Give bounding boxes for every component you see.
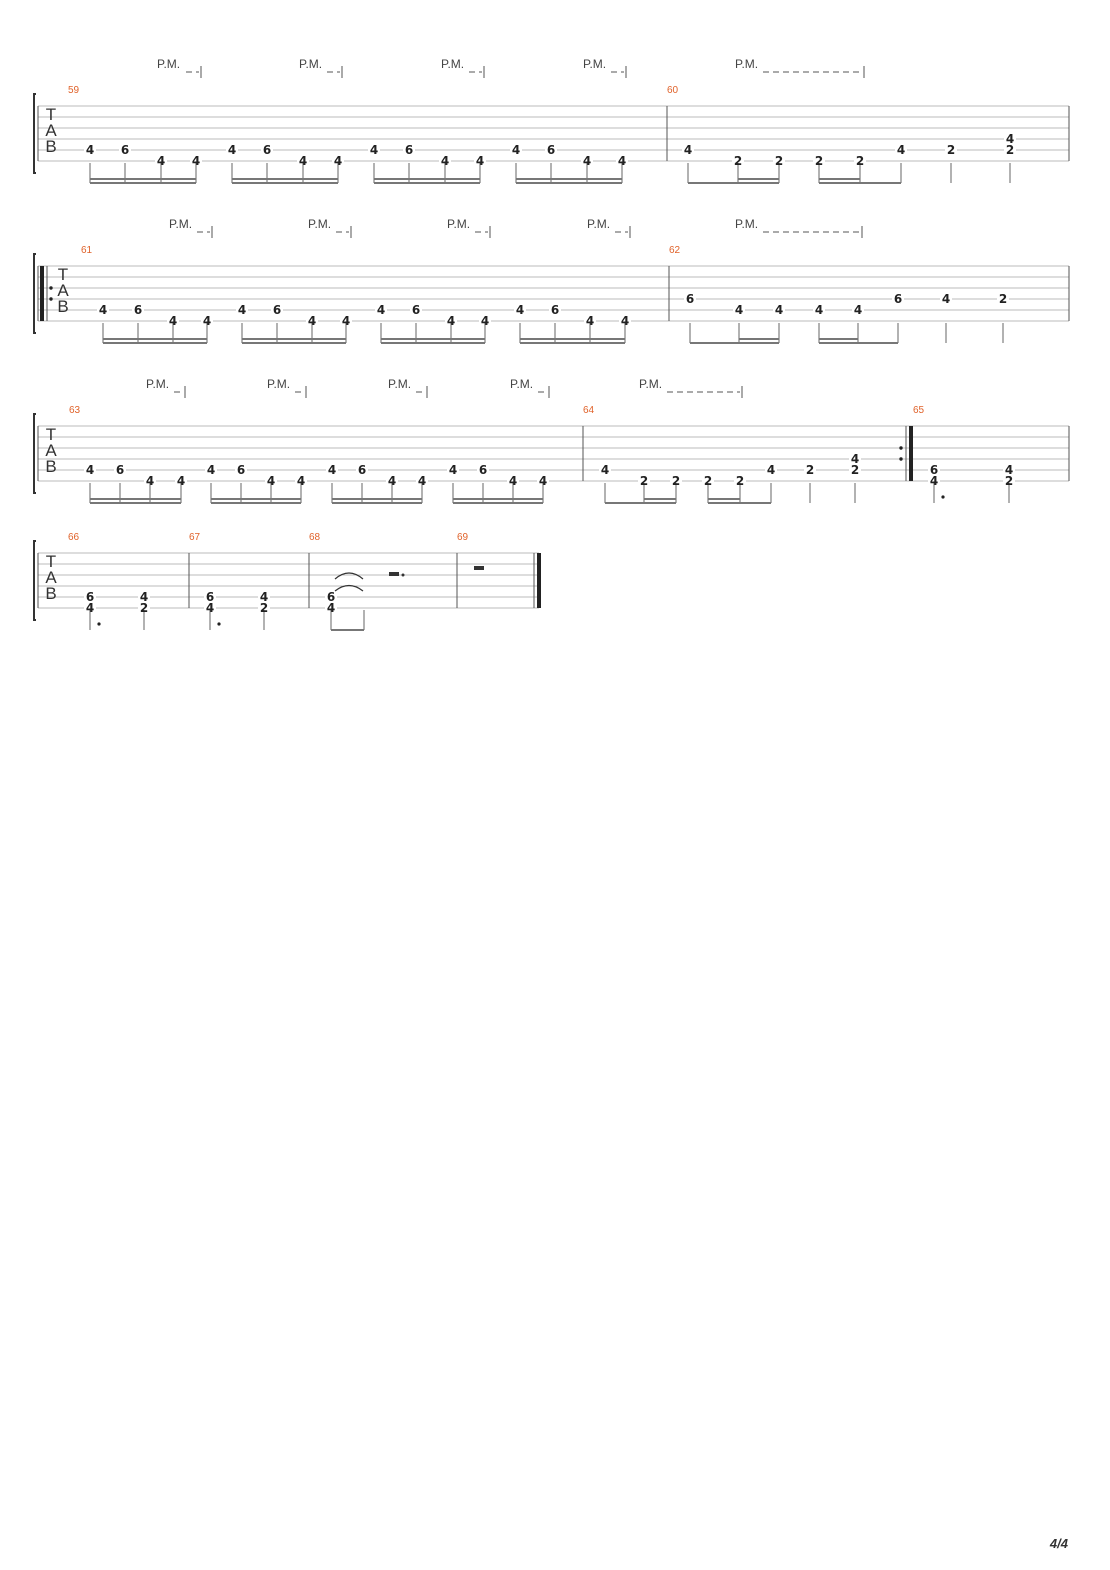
fret-number: 4	[176, 474, 186, 488]
fret-number: 4	[511, 143, 521, 157]
fret-number: 4	[202, 314, 212, 328]
palm-mute-label: P.M.	[510, 377, 534, 391]
beam	[242, 338, 346, 340]
fret-number: 4	[1004, 463, 1014, 477]
beam	[819, 182, 901, 184]
fret-number: 2	[139, 601, 149, 615]
beam	[103, 338, 207, 340]
half-rest	[389, 572, 399, 576]
beam	[738, 178, 779, 180]
fret-number: 4	[237, 303, 247, 317]
beam	[819, 342, 898, 344]
tab-clef-letter: B	[45, 137, 57, 156]
fret-number: 4	[266, 474, 276, 488]
fret-number: 4	[387, 474, 397, 488]
fret-number: 4	[683, 143, 693, 157]
palm-mute-label: P.M.	[308, 217, 332, 231]
tab-clef-letter: B	[57, 297, 69, 316]
fret-number: 4	[326, 601, 336, 615]
fret-number: 2	[774, 154, 784, 168]
fret-number: 6	[115, 463, 125, 477]
fret-number: 4	[191, 154, 201, 168]
palm-mute-label: P.M.	[441, 57, 465, 71]
fret-number: 4	[145, 474, 155, 488]
whole-rest	[474, 566, 484, 570]
rest-dot	[402, 574, 405, 577]
palm-mute-label: P.M.	[157, 57, 181, 71]
fret-number: 4	[734, 303, 744, 317]
beam	[242, 342, 346, 344]
fret-number: 4	[85, 143, 95, 157]
final-barline-thick	[537, 553, 541, 608]
staff-system	[34, 386, 1069, 504]
fret-number: 2	[814, 154, 824, 168]
beam	[332, 502, 422, 504]
measure-number: 69	[457, 532, 469, 543]
fret-number: 4	[206, 463, 216, 477]
staff-system	[34, 541, 541, 631]
beam	[374, 182, 480, 184]
fret-number: 2	[1004, 474, 1014, 488]
fret-number: 4	[448, 463, 458, 477]
measure-number: 68	[309, 532, 321, 543]
beam	[90, 182, 196, 184]
fret-number: 4	[440, 154, 450, 168]
fret-number: 4	[139, 590, 149, 604]
staff-system	[34, 66, 1069, 184]
fret-number: 4	[617, 154, 627, 168]
repeat-end-thick	[909, 426, 913, 481]
beam	[232, 182, 338, 184]
fret-number: 4	[582, 154, 592, 168]
fret-number: 6	[120, 143, 130, 157]
repeat-dot	[899, 446, 902, 449]
beam	[103, 342, 207, 344]
fret-number: 6	[133, 303, 143, 317]
fret-number: 6	[236, 463, 246, 477]
fret-number: 4	[98, 303, 108, 317]
beam	[211, 498, 301, 500]
tab-clef-letter: B	[45, 584, 57, 603]
fret-number: 4	[205, 601, 215, 615]
repeat-dot	[899, 457, 902, 460]
beam	[211, 502, 301, 504]
tab-clef-letter: B	[45, 457, 57, 476]
beam	[739, 342, 779, 344]
fret-number: 4	[333, 154, 343, 168]
measure-number: 60	[667, 85, 679, 96]
fret-number: 4	[480, 314, 490, 328]
fret-number: 2	[735, 474, 745, 488]
fret-number: 4	[941, 292, 951, 306]
repeat-dot	[49, 286, 52, 289]
beam	[381, 338, 485, 340]
palm-mute-label: P.M.	[169, 217, 193, 231]
palm-mute-label: P.M.	[583, 57, 607, 71]
beam	[690, 342, 739, 344]
beam	[644, 498, 676, 500]
measure-number: 64	[583, 405, 595, 416]
beam	[739, 338, 779, 340]
fret-number: 4	[298, 154, 308, 168]
fret-number: 4	[850, 452, 860, 466]
beam	[453, 502, 543, 504]
fret-number: 6	[326, 590, 336, 604]
beam	[520, 338, 625, 340]
beam	[232, 178, 338, 180]
palm-mute-label: P.M.	[388, 377, 412, 391]
duration-dot	[217, 622, 220, 625]
beam	[90, 502, 181, 504]
fret-number: 6	[272, 303, 282, 317]
palm-mute-label: P.M.	[735, 57, 759, 71]
fret-number: 6	[478, 463, 488, 477]
measure-number: 63	[69, 405, 81, 416]
repeat-dot	[49, 297, 52, 300]
beam	[381, 342, 485, 344]
measure-number: 67	[189, 532, 201, 543]
beam	[605, 502, 644, 504]
fret-number: 6	[893, 292, 903, 306]
beam	[90, 498, 181, 500]
fret-number: 6	[411, 303, 421, 317]
fret-number: 2	[850, 463, 860, 477]
system-bracket	[34, 414, 36, 493]
duration-dot	[941, 495, 944, 498]
tab-clef-letter: A	[45, 121, 57, 140]
tie-arc	[335, 573, 363, 579]
fret-number: 4	[538, 474, 548, 488]
fret-number: 4	[369, 143, 379, 157]
palm-mute-label: P.M.	[735, 217, 759, 231]
repeat-start-thick	[40, 266, 44, 321]
fret-number: 2	[733, 154, 743, 168]
fret-number: 4	[585, 314, 595, 328]
staff-system	[34, 226, 1069, 344]
fret-number: 4	[417, 474, 427, 488]
beam	[819, 178, 860, 180]
palm-mute-label: P.M.	[587, 217, 611, 231]
fret-number: 4	[853, 303, 863, 317]
measure-number: 65	[913, 405, 925, 416]
fret-number: 2	[805, 463, 815, 477]
fret-number: 4	[85, 463, 95, 477]
fret-number: 4	[475, 154, 485, 168]
beam	[516, 178, 622, 180]
fret-number: 4	[508, 474, 518, 488]
beam	[819, 338, 858, 340]
fret-number: 4	[376, 303, 386, 317]
fret-number: 2	[259, 601, 269, 615]
fret-number: 2	[703, 474, 713, 488]
fret-number: 6	[404, 143, 414, 157]
beam	[644, 502, 676, 504]
measure-number: 62	[669, 245, 681, 256]
fret-number: 4	[168, 314, 178, 328]
tab-clef-letter: A	[45, 441, 57, 460]
fret-number: 2	[998, 292, 1008, 306]
fret-number: 4	[896, 143, 906, 157]
fret-number: 4	[515, 303, 525, 317]
palm-mute-label: P.M.	[267, 377, 291, 391]
tab-clef-letter: A	[57, 281, 69, 300]
beam	[332, 498, 422, 500]
palm-mute-label: P.M.	[299, 57, 323, 71]
beam	[516, 182, 622, 184]
fret-number: 4	[327, 463, 337, 477]
page-number: 4/4	[1049, 1536, 1068, 1551]
measure-number: 66	[68, 532, 80, 543]
beam	[520, 342, 625, 344]
system-bracket	[34, 94, 36, 173]
fret-number: 2	[671, 474, 681, 488]
palm-mute-label: P.M.	[146, 377, 170, 391]
fret-number: 2	[639, 474, 649, 488]
fret-number: 6	[685, 292, 695, 306]
palm-mute-label: P.M.	[447, 217, 471, 231]
system-bracket	[34, 541, 36, 620]
fret-number: 4	[774, 303, 784, 317]
tab-clef-letter: T	[57, 265, 69, 284]
beam	[688, 182, 738, 184]
tab-clef-letter: T	[45, 105, 57, 124]
fret-number: 2	[1005, 143, 1015, 157]
tab-clef-letter: T	[45, 425, 57, 444]
beam	[90, 178, 196, 180]
fret-number: 6	[85, 590, 95, 604]
fret-number: 4	[620, 314, 630, 328]
fret-number: 2	[946, 143, 956, 157]
fret-number: 6	[262, 143, 272, 157]
fret-number: 2	[855, 154, 865, 168]
fret-number: 6	[357, 463, 367, 477]
beam	[738, 182, 779, 184]
fret-number: 4	[296, 474, 306, 488]
beam	[331, 629, 364, 631]
fret-number: 6	[550, 303, 560, 317]
fret-number: 4	[341, 314, 351, 328]
beam	[708, 498, 740, 500]
beam	[374, 178, 480, 180]
fret-number: 6	[546, 143, 556, 157]
fret-number: 4	[929, 474, 939, 488]
system-bracket	[34, 254, 36, 333]
fret-number: 4	[814, 303, 824, 317]
fret-number: 6	[205, 590, 215, 604]
fret-number: 4	[227, 143, 237, 157]
fret-number: 4	[600, 463, 610, 477]
fret-number: 4	[85, 601, 95, 615]
measure-number: 59	[68, 85, 80, 96]
fret-number: 4	[259, 590, 269, 604]
tab-clef-letter: T	[45, 552, 57, 571]
beam	[708, 502, 771, 504]
palm-mute-label: P.M.	[639, 377, 663, 391]
fret-number: 4	[156, 154, 166, 168]
beam	[453, 498, 543, 500]
fret-number: 6	[929, 463, 939, 477]
tab-clef-letter: A	[45, 568, 57, 587]
measure-number: 61	[81, 245, 93, 256]
fret-number: 4	[766, 463, 776, 477]
duration-dot	[97, 622, 100, 625]
fret-number: 4	[307, 314, 317, 328]
fret-number: 4	[446, 314, 456, 328]
fret-number: 4	[1005, 132, 1015, 146]
